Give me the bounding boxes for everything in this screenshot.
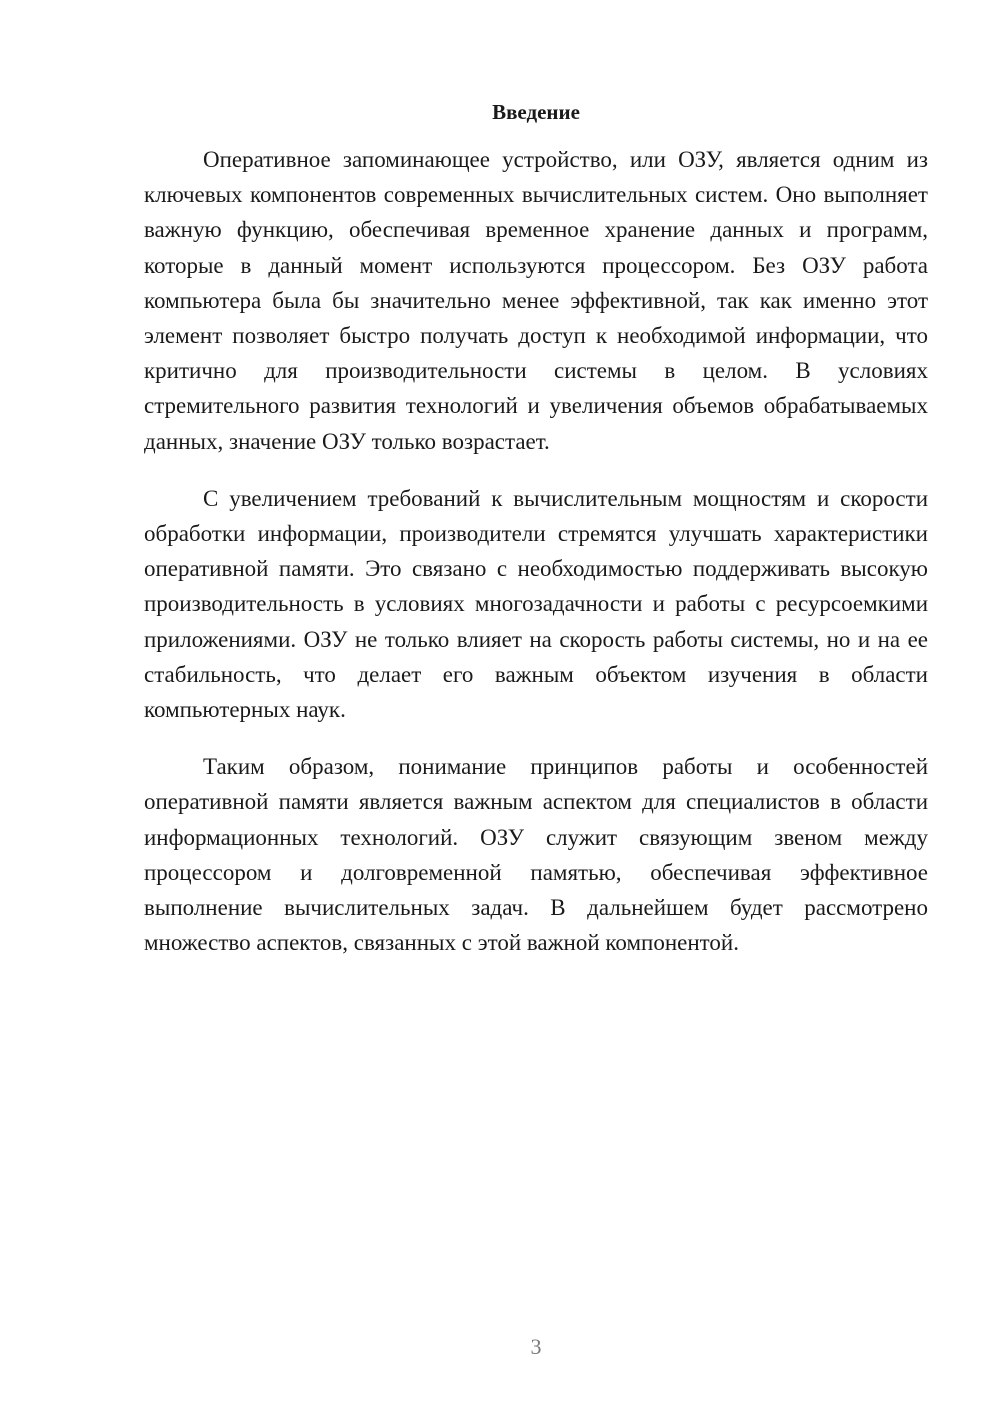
paragraph-2: С увеличением требований к вычислительным мощностям и скорости обработки информации, производители стремятся улучшать характеристики оперативной памяти. Это связано с необходимостью поддерживать высокую производительность в условиях многозадачности и работы с ресурсоемкими приложениями. ОЗУ не только влияет на скорость работы системы, но и на ее стабильность, что делает его важным объектом изучения в области компьютерных наук. [144, 485, 928, 723]
body-text [144, 142, 928, 982]
page-number: 3 [530, 1334, 542, 1359]
paragraph-1: Оперативное запоминающее устройство, или ОЗУ, является одним из ключевых компонентов современных вычислительных систем. Оно выполняет важную функцию, обеспечивая временное хранение данных и программ, которые в данный момент используются процессором. Без ОЗУ работа компьютера была бы значительно менее эффективной, так как именно этот элемент позволяет быстро получать доступ к необходимой информации, что критично для производительности системы в целом. В условиях стремительного развития технологий и увеличения объемов обрабатываемых данных, значение ОЗУ только возрастает. [144, 147, 928, 454]
paragraph-3: Таким образом, понимание принципов работы и особенностей оперативной памяти является важным аспектом для специалистов в области информационных технологий. ОЗУ служит связующим звеном между процессором и долговременной памятью, обеспечивая эффективное выполнение вычислительных задач. В дальнейшем будет рассмотрено множество аспектов, связанных с этой важной компонентой. [144, 754, 928, 956]
page-title: Введение [492, 100, 580, 124]
